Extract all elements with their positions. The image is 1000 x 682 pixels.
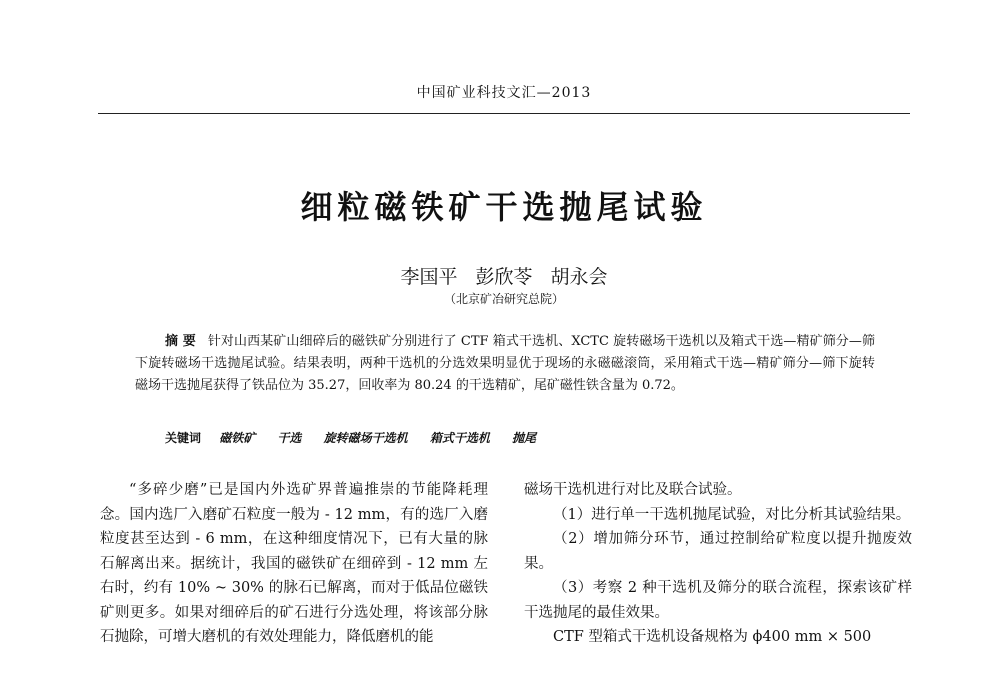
- affiliation: （北京矿冶研究总院）: [443, 292, 564, 306]
- list-item: （2）增加筛分环节，通过控制给矿粒度以提升抛废效果。: [524, 531, 912, 572]
- body-left-column: [100, 478, 488, 650]
- authors: 李国平 彭欣苓 胡永会: [400, 266, 608, 288]
- abstract-label: 摘 要: [165, 334, 196, 349]
- journal-header: 中国矿业科技文汇—2013: [416, 85, 592, 101]
- abstract: [135, 331, 875, 397]
- keyword: 箱式干选机: [429, 431, 490, 445]
- keyword: 干选: [277, 431, 302, 445]
- list-item: （3）考察 2 种干选机及筛分的联合流程，探索该矿样干选抛尾的最佳效果。: [524, 580, 912, 621]
- header-rule: [98, 113, 910, 114]
- keyword: 旋转磁场干选机: [323, 431, 408, 445]
- body-paragraph: CTF 型箱式干选机设备规格为 ϕ400 mm × 500: [553, 629, 872, 645]
- keywords: [165, 429, 885, 446]
- body-right-column: [524, 478, 912, 650]
- body-paragraph: “多碎少磨”已是国内外选矿界普遍推崇的节能降耗理念。国内选厂入磨矿石粒度一般为 - 12 mm，有的选厂入磨粒度甚至达到 - 6 mm，在这种细度情况下，已有大量的脉石解离出来。据统计，我国的磁铁矿在细碎到 - 12 mm 左右时，约有 10% ~ 30% 的脉石已解离，而对于低品位磁铁矿则更多。如果对细碎后的矿石进行分选处理，将该部分脉石抛除，可增大磨机的有效处理能力，降低磨机的能: [100, 482, 488, 645]
- keyword: 抛尾: [512, 431, 537, 445]
- list-item: （1）进行单一干选机抛尾试验，对比分析其试验结果。: [553, 506, 911, 523]
- keyword: 磁铁矿: [219, 431, 256, 445]
- keywords-label: 关键词: [165, 431, 202, 445]
- body-paragraph: 磁场干选机进行对比及联合试验。: [524, 482, 742, 498]
- abstract-text: 针对山西某矿山细碎后的磁铁矿分别进行了 CTF 箱式干选机、XCTC 旋转磁场干选机以及箱式干选—精矿筛分—筛下旋转磁场干选抛尾试验。结果表明，两种干选机的分选效果明显优于现场的永磁磁滚筒，采用箱式干选—精矿筛分—筛下旋转磁场干选抛尾获得了铁品位为 35.27，回收率为 80.24 的干选精矿，尾矿磁性铁含量为 0.72。: [135, 334, 875, 393]
- paper-title: 细粒磁铁矿干选抛尾试验: [300, 188, 708, 226]
